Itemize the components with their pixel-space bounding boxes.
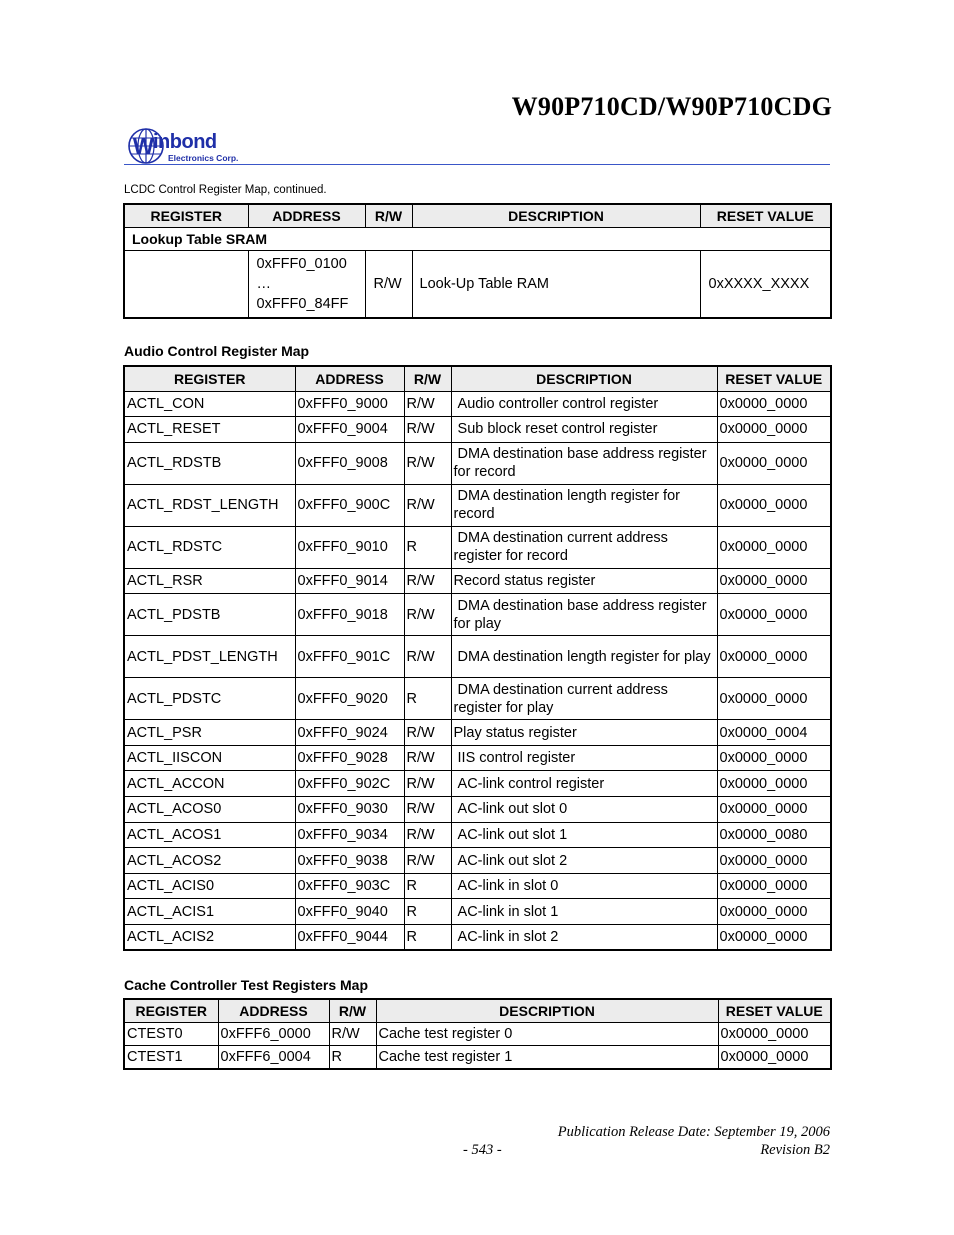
cell-register: ACTL_ACOS2 — [124, 848, 295, 874]
table-row — [124, 484, 831, 526]
cell-address: 0xFFF0_9030 — [295, 797, 404, 823]
column-header: ADDRESS — [218, 999, 329, 1022]
table-row — [124, 1022, 831, 1046]
cell-description: Play status register — [451, 720, 717, 746]
cell-register: ACTL_PDSTB — [124, 594, 295, 636]
column-header: R/W — [329, 999, 376, 1022]
column-header: ADDRESS — [295, 366, 404, 391]
table-row — [124, 1046, 831, 1070]
cell-description: DMA destination current address register for record — [451, 526, 717, 568]
logo-initial: W — [133, 134, 154, 159]
cell-description: Cache test register 1 — [376, 1046, 718, 1070]
cell-rw: R — [404, 899, 451, 925]
cell-register: ACTL_ACIS1 — [124, 899, 295, 925]
cell-reset: 0x0000_0000 — [717, 873, 831, 899]
cell-description: DMA destination length register for record — [451, 484, 717, 526]
cell-register: ACTL_RESET — [124, 417, 295, 443]
cell-address: 0xFFF0_9018 — [295, 594, 404, 636]
page-number: - 543 - — [463, 1142, 502, 1158]
cell-address: 0xFFF0_9010 — [295, 526, 404, 568]
cell-rw: R — [404, 526, 451, 568]
cell-reset: 0x0000_0000 — [717, 442, 831, 484]
cell-register: ACTL_ACOS0 — [124, 797, 295, 823]
cell-address: 0xFFF0_9028 — [295, 745, 404, 771]
cell-rw: R/W — [365, 250, 412, 318]
column-header: ADDRESS — [248, 204, 365, 227]
cell-register: ACTL_PSR — [124, 720, 295, 746]
cell-address — [248, 250, 365, 318]
cell-address: 0xFFF0_9008 — [295, 442, 404, 484]
cell-reset: 0x0000_0000 — [717, 417, 831, 443]
cell-reset: 0x0000_0000 — [717, 568, 831, 594]
cell-description: IIS control register — [451, 745, 717, 771]
column-header: R/W — [365, 204, 412, 227]
cell-address: 0xFFF0_9044 — [295, 925, 404, 951]
address-ellipsis: … — [256, 275, 271, 292]
cell-reset: 0x0000_0000 — [717, 636, 831, 678]
table-row — [124, 873, 831, 899]
cell-description: AC-link out slot 0 — [451, 797, 717, 823]
table-row — [124, 822, 831, 848]
table-row — [124, 568, 831, 594]
table-row — [124, 771, 831, 797]
cell-rw: R/W — [404, 745, 451, 771]
cell-rw: R/W — [404, 594, 451, 636]
cell-register: ACTL_IISCON — [124, 745, 295, 771]
cell-rw: R/W — [404, 442, 451, 484]
group-label: Lookup Table SRAM — [124, 227, 831, 250]
table-row — [124, 594, 831, 636]
cell-rw: R/W — [404, 417, 451, 443]
cell-rw: R/W — [404, 720, 451, 746]
lcdc-caption: LCDC Control Register Map, continued. — [124, 184, 327, 196]
cell-description: Audio controller control register — [451, 391, 717, 417]
table-row — [124, 636, 831, 678]
cell-description: DMA destination base address register for play — [451, 594, 717, 636]
cell-description: DMA destination base address register for record — [451, 442, 717, 484]
cell-address: 0xFFF0_9004 — [295, 417, 404, 443]
cell-address: 0xFFF0_9000 — [295, 391, 404, 417]
cell-rw: R/W — [404, 848, 451, 874]
logo-wordmark: inbond — [153, 131, 217, 153]
table-row — [124, 745, 831, 771]
cell-address: 0xFFF0_9014 — [295, 568, 404, 594]
lcdc-register-table — [123, 203, 832, 319]
column-header: RESET VALUE — [718, 999, 831, 1022]
cell-address: 0xFFF0_9040 — [295, 899, 404, 925]
table-row — [124, 797, 831, 823]
cell-rw: R — [404, 925, 451, 951]
column-header: REGISTER — [124, 366, 295, 391]
cell-reset: 0x0000_0000 — [717, 484, 831, 526]
cell-register: ACTL_PDSTC — [124, 678, 295, 720]
cell-description: DMA destination length register for play — [451, 636, 717, 678]
cell-register: ACTL_RDSTB — [124, 442, 295, 484]
cell-reset: 0x0000_0080 — [717, 822, 831, 848]
cell-description: AC-link in slot 0 — [451, 873, 717, 899]
cell-rw: R — [404, 678, 451, 720]
cell-register — [124, 250, 248, 318]
cell-description: AC-link in slot 2 — [451, 925, 717, 951]
cell-rw: R/W — [404, 797, 451, 823]
table-row — [124, 526, 831, 568]
cell-reset: 0x0000_0000 — [718, 1046, 831, 1070]
cell-address: 0xFFF0_9024 — [295, 720, 404, 746]
column-header: REGISTER — [124, 999, 218, 1022]
revision: Revision B2 — [760, 1142, 830, 1158]
cell-reset: 0x0000_0004 — [717, 720, 831, 746]
cell-reset: 0x0000_0000 — [717, 899, 831, 925]
table-row — [124, 848, 831, 874]
column-header: R/W — [404, 366, 451, 391]
cell-rw: R/W — [329, 1022, 376, 1046]
table-row — [124, 442, 831, 484]
column-header: DESCRIPTION — [412, 204, 700, 227]
cell-rw: R/W — [404, 636, 451, 678]
column-header: RESET VALUE — [700, 204, 831, 227]
table-header-row — [124, 999, 831, 1022]
logo-subtext: Electronics Corp. — [168, 153, 239, 163]
cache-section-title: Cache Controller Test Registers Map — [124, 977, 369, 993]
winbond-logo — [127, 126, 257, 166]
address-start: 0xFFF0_0100 — [256, 255, 347, 272]
cell-description: Record status register — [451, 568, 717, 594]
column-header: RESET VALUE — [717, 366, 831, 391]
table-row — [124, 250, 831, 318]
cell-reset: 0x0000_0000 — [717, 391, 831, 417]
cell-rw: R — [329, 1046, 376, 1070]
column-header: REGISTER — [124, 204, 248, 227]
cell-rw: R/W — [404, 391, 451, 417]
cell-register: ACTL_RDSTC — [124, 526, 295, 568]
cell-address: 0xFFF0_900C — [295, 484, 404, 526]
cell-description: AC-link in slot 1 — [451, 899, 717, 925]
cell-address: 0xFFF6_0000 — [218, 1022, 329, 1046]
cell-description: AC-link out slot 1 — [451, 822, 717, 848]
table-row — [124, 678, 831, 720]
cache-register-table — [123, 998, 832, 1070]
table-row — [124, 720, 831, 746]
cell-reset: 0x0000_0000 — [717, 678, 831, 720]
publication-date: Publication Release Date: September 19, 2006 — [557, 1124, 830, 1140]
cell-reset: 0x0000_0000 — [717, 745, 831, 771]
cell-reset: 0x0000_0000 — [718, 1022, 831, 1046]
cell-register: ACTL_RDST_LENGTH — [124, 484, 295, 526]
cell-description: Cache test register 0 — [376, 1022, 718, 1046]
cell-reset: 0x0000_0000 — [717, 925, 831, 951]
audio-register-table — [123, 365, 832, 951]
document-title: W90P710CD/W90P710CDG — [511, 92, 832, 121]
table-header-row — [124, 204, 831, 227]
cell-register: ACTL_CON — [124, 391, 295, 417]
cell-register: CTEST1 — [124, 1046, 218, 1070]
cell-address: 0xFFF0_902C — [295, 771, 404, 797]
cell-register: ACTL_ACIS2 — [124, 925, 295, 951]
cell-register: ACTL_ACOS1 — [124, 822, 295, 848]
cell-address: 0xFFF0_9020 — [295, 678, 404, 720]
cell-address: 0xFFF0_903C — [295, 873, 404, 899]
table-row — [124, 391, 831, 417]
table-header-row — [124, 366, 831, 391]
cell-description: Sub block reset control register — [451, 417, 717, 443]
cell-reset: 0x0000_0000 — [717, 848, 831, 874]
cell-rw: R/W — [404, 568, 451, 594]
cell-rw: R/W — [404, 771, 451, 797]
table-row — [124, 417, 831, 443]
cell-rw: R/W — [404, 822, 451, 848]
column-header: DESCRIPTION — [376, 999, 718, 1022]
cell-rw: R — [404, 873, 451, 899]
table-row — [124, 925, 831, 951]
cell-register: CTEST0 — [124, 1022, 218, 1046]
cell-reset: 0x0000_0000 — [717, 797, 831, 823]
cell-address: 0xFFF6_0004 — [218, 1046, 329, 1070]
cell-address: 0xFFF0_9038 — [295, 848, 404, 874]
cell-description: AC-link out slot 2 — [451, 848, 717, 874]
address-end: 0xFFF0_84FF — [256, 295, 349, 312]
cell-address: 0xFFF0_901C — [295, 636, 404, 678]
cell-register: ACTL_ACCON — [124, 771, 295, 797]
cell-description: Look-Up Table RAM — [412, 250, 700, 318]
cell-address: 0xFFF0_9034 — [295, 822, 404, 848]
cell-description: AC-link control register — [451, 771, 717, 797]
header-divider — [124, 164, 830, 165]
cell-reset: 0x0000_0000 — [717, 771, 831, 797]
audio-section-title: Audio Control Register Map — [124, 343, 310, 359]
cell-description: DMA destination current address register for play — [451, 678, 717, 720]
cell-register: ACTL_RSR — [124, 568, 295, 594]
column-header: DESCRIPTION — [451, 366, 717, 391]
table-row — [124, 899, 831, 925]
cell-register: ACTL_ACIS0 — [124, 873, 295, 899]
cell-reset: 0xXXXX_XXXX — [700, 250, 831, 318]
table-group-row — [124, 227, 831, 250]
cell-reset: 0x0000_0000 — [717, 526, 831, 568]
cell-reset: 0x0000_0000 — [717, 594, 831, 636]
cell-rw: R/W — [404, 484, 451, 526]
cell-register: ACTL_PDST_LENGTH — [124, 636, 295, 678]
